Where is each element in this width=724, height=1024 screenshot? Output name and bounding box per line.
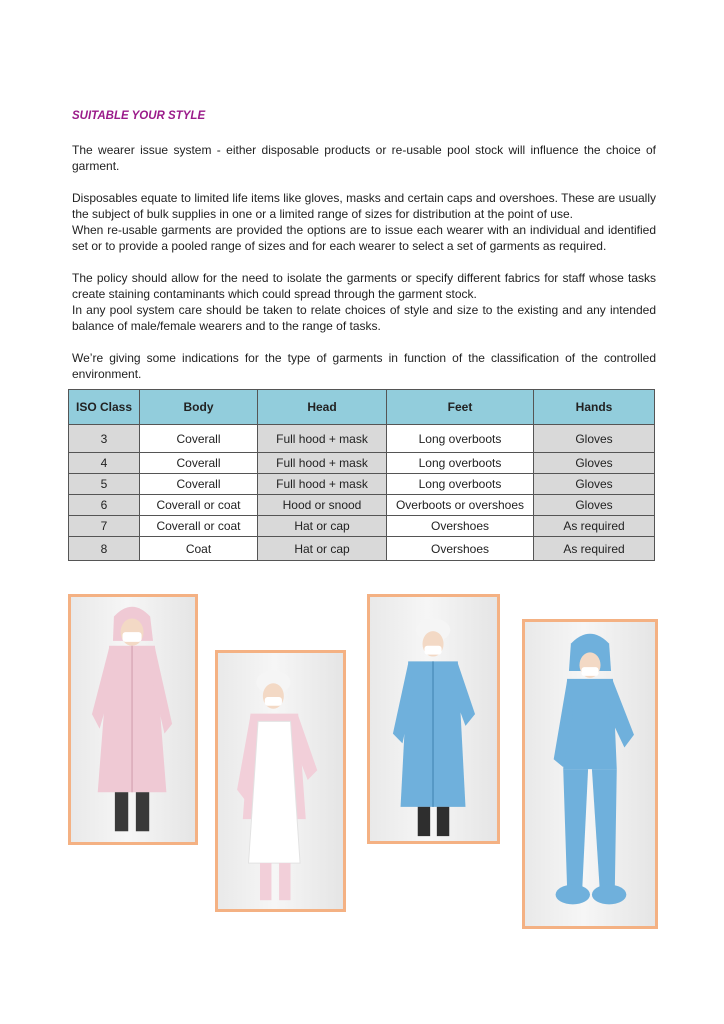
paragraph-policy: The policy should allow for the need to isolate the garments or specify different fabrics for staff whose tasks create staining contaminants which could spread through the garment stock. [72, 271, 656, 301]
cell-hands: Gloves [534, 495, 655, 516]
cell-iso-class: 4 [69, 453, 140, 474]
blue-coat-photo [367, 594, 500, 844]
cell-feet: Long overboots [387, 474, 534, 495]
cell-hands: Gloves [534, 474, 655, 495]
cell-feet: Overshoes [387, 537, 534, 561]
table-row [69, 537, 655, 561]
blue-coverall-photo [522, 619, 658, 929]
cell-body: Coat [140, 537, 258, 561]
header-feet: Feet [387, 390, 534, 425]
cell-hands: As required [534, 516, 655, 537]
cell-body: Coverall [140, 474, 258, 495]
cell-body: Coverall or coat [140, 495, 258, 516]
cell-head: Full hood + mask [258, 474, 387, 495]
cell-iso-class: 6 [69, 495, 140, 516]
cell-body: Coverall or coat [140, 516, 258, 537]
cell-head: Full hood + mask [258, 425, 387, 453]
cell-head: Hood or snood [258, 495, 387, 516]
cell-hands: Gloves [534, 453, 655, 474]
cell-hands: As required [534, 537, 655, 561]
cell-iso-class: 5 [69, 474, 140, 495]
header-hands: Hands [534, 390, 655, 425]
cell-iso-class: 3 [69, 425, 140, 453]
paragraph-indications: We’re giving some indications for the type of garments in function of the classification of the controlled environment. [72, 351, 656, 381]
cell-head: Full hood + mask [258, 453, 387, 474]
header-body: Body [140, 390, 258, 425]
section-heading: SUITABLE YOUR STYLE [72, 110, 206, 122]
paragraph-disposables: Disposables equate to limited life items like gloves, masks and certain caps and overshoes. These are usually the subject of bulk supplies in one or a limited range of sizes for distribution at the point of use. [72, 191, 656, 221]
iso-class-table [68, 389, 655, 561]
table-row [69, 453, 655, 474]
pink-hooded-coat-photo [68, 594, 198, 845]
cell-head: Hat or cap [258, 537, 387, 561]
cell-hands: Gloves [534, 425, 655, 453]
cell-feet: Long overboots [387, 425, 534, 453]
header-iso-class: ISO Class [69, 390, 140, 425]
table-row [69, 474, 655, 495]
table-header-row [69, 390, 655, 425]
table-row [69, 516, 655, 537]
table-row [69, 425, 655, 453]
cell-feet: Long overboots [387, 453, 534, 474]
cell-iso-class: 8 [69, 537, 140, 561]
paragraph-reusable: When re-usable garments are provided the options are to issue each wearer with an individual and identified set or to provide a pooled range of sizes and for each wearer to select a set of garments as required. [72, 223, 656, 253]
paragraph-pool-system: In any pool system care should be taken to relate choices of style and size to the existing and any intended balance of male/female wearers and to the range of tasks. [72, 303, 656, 333]
cell-feet: Overboots or overshoes [387, 495, 534, 516]
pink-coat-apron-photo [215, 650, 346, 912]
cell-iso-class: 7 [69, 516, 140, 537]
cell-body: Coverall [140, 453, 258, 474]
cell-head: Hat or cap [258, 516, 387, 537]
table-row [69, 495, 655, 516]
header-head: Head [258, 390, 387, 425]
paragraph-wearer-issue: The wearer issue system - either disposable products or re-usable pool stock will influence the choice of garment. [72, 143, 656, 173]
cell-feet: Overshoes [387, 516, 534, 537]
cell-body: Coverall [140, 425, 258, 453]
